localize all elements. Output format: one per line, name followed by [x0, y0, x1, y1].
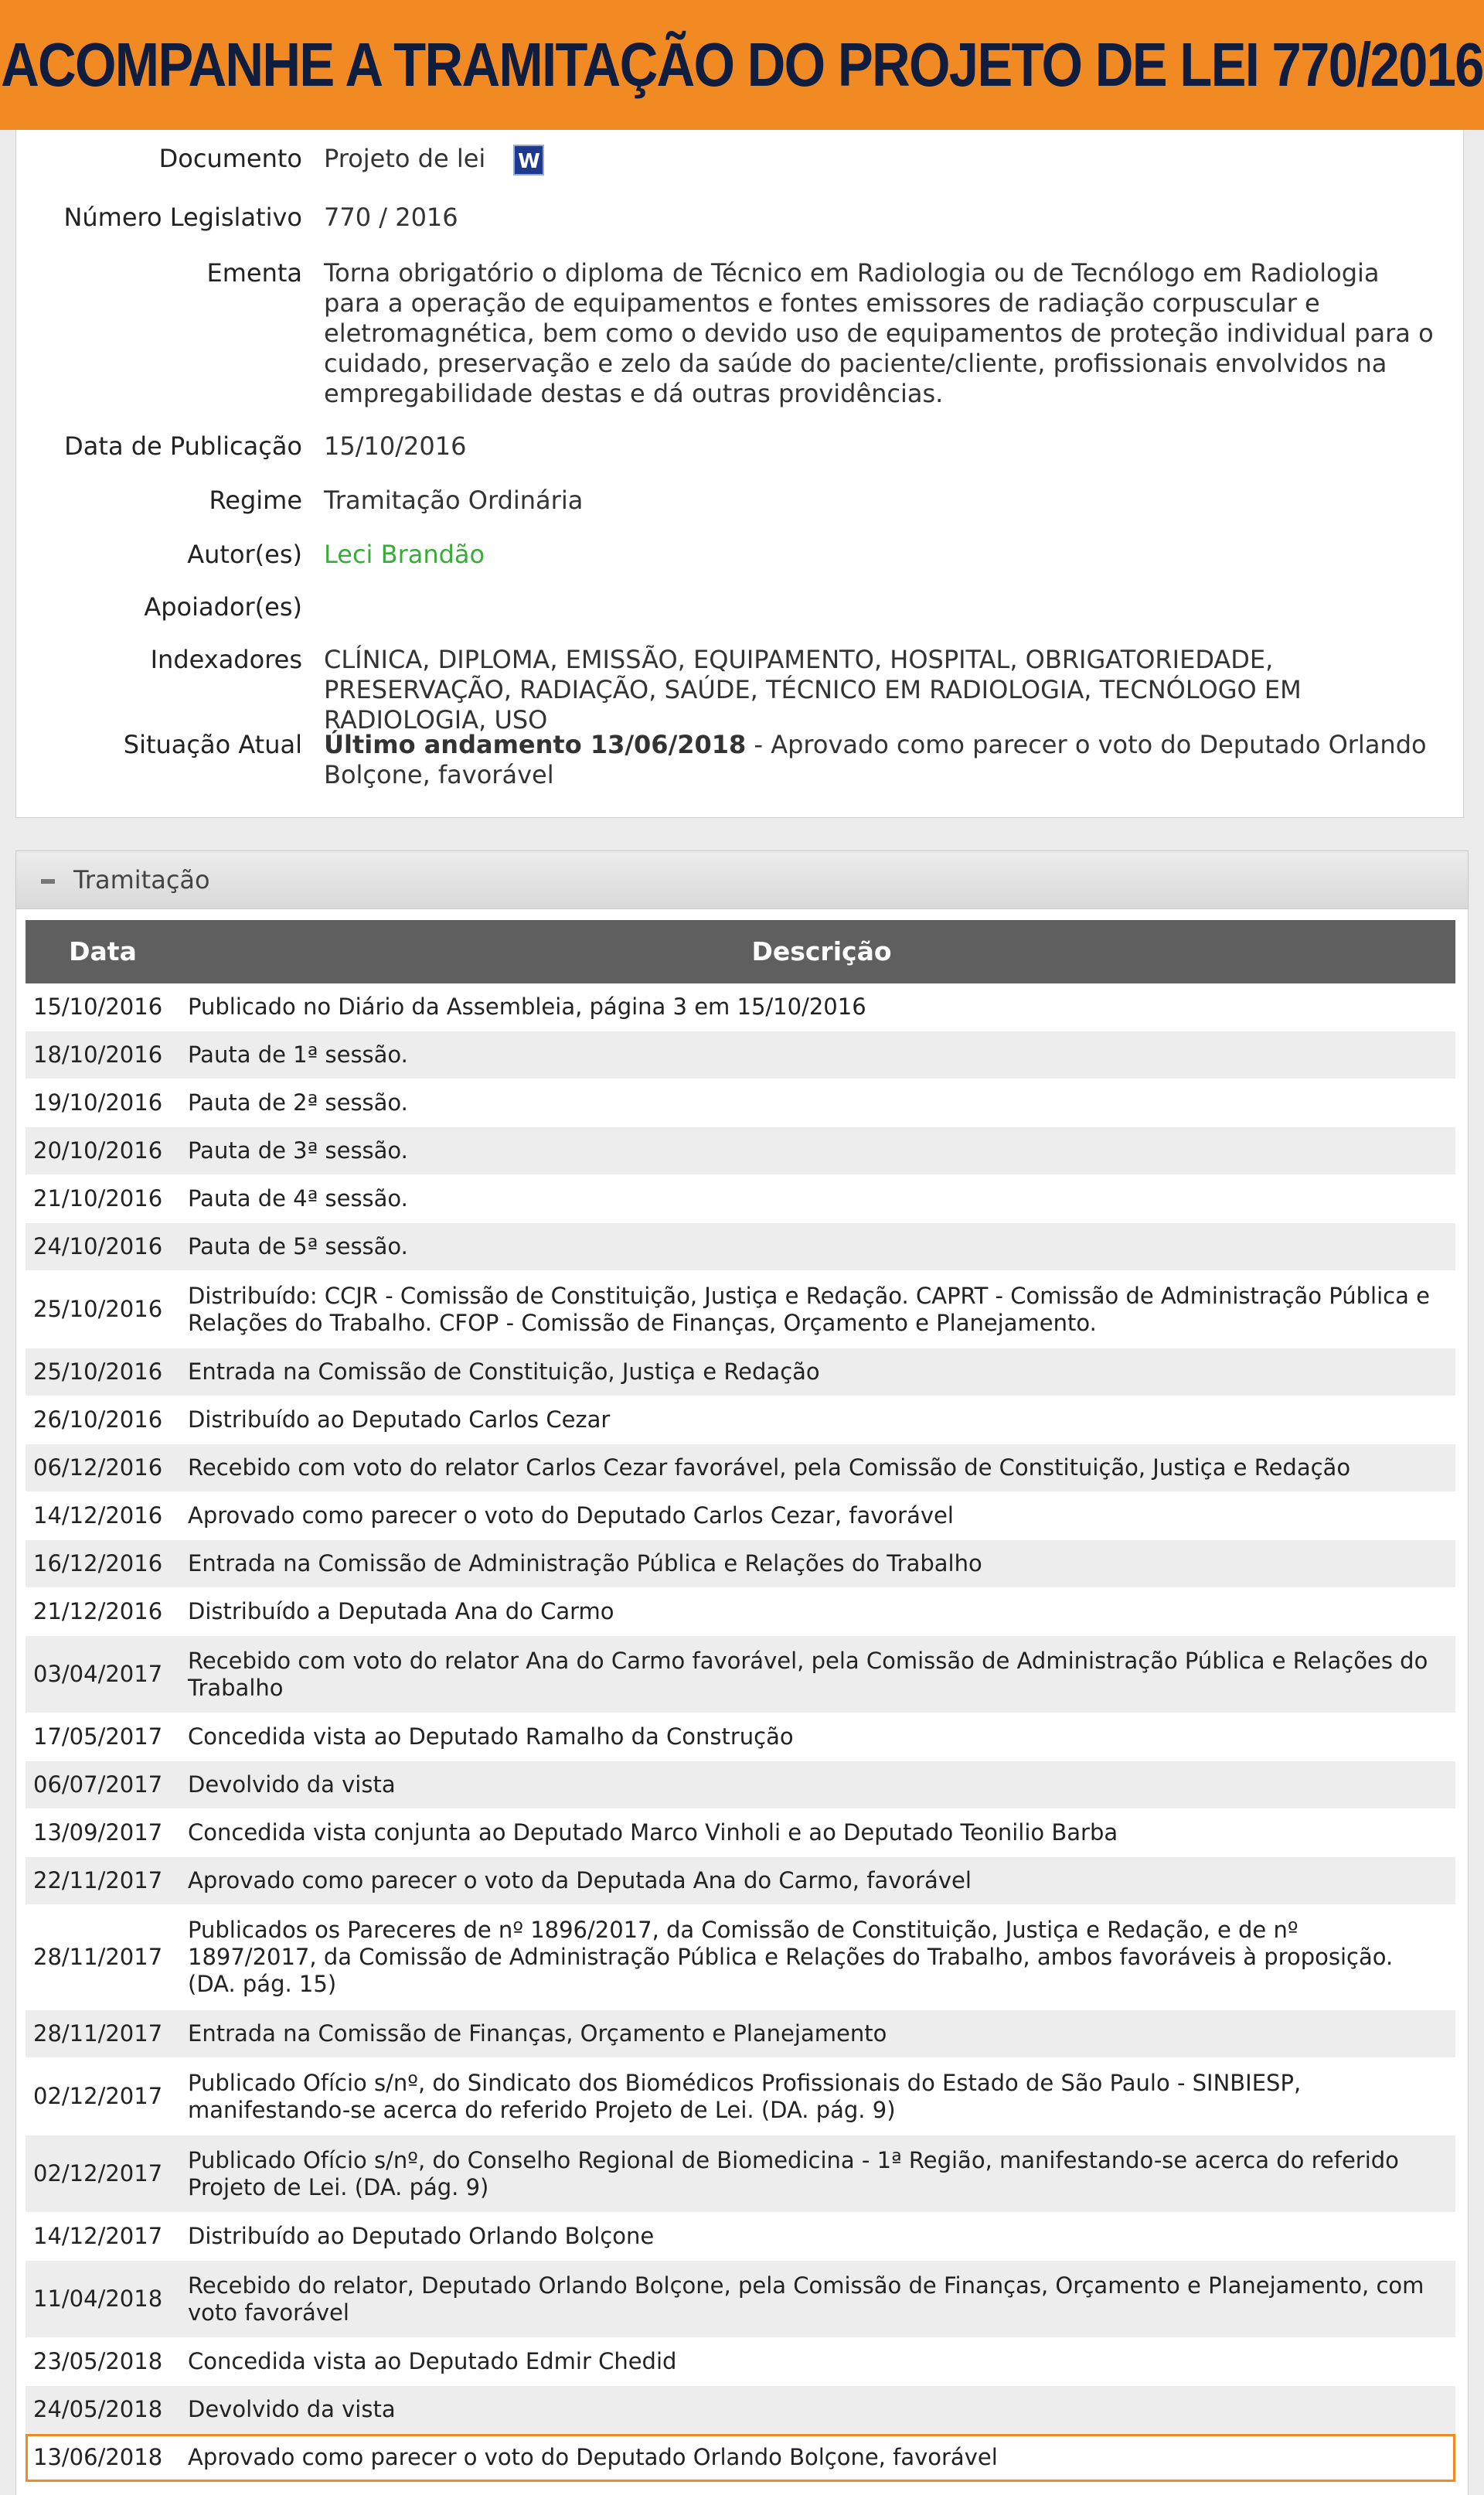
row-description: Concedida vista conjunta ao Deputado Marco Vinholi e ao Deputado Teonilio Barba: [188, 1819, 1118, 1846]
row-description: Publicado Ofício s/nº, do Sindicato dos Biomédicos Profissionais do Estado de São Paulo - SINBIESP, manifestando-se acerca do referido Projeto de Lei. (DA. pág. 9): [188, 2069, 1302, 2123]
project-info-panel: [15, 130, 1464, 818]
row-description: Aprovado como parecer o voto do Deputado Orlando Bolçone, favorável: [188, 2444, 998, 2470]
row-description: Publicados os Pareceres de nº 1896/2017, da Comissão de Constituição, Justiça e Redação, e de nº 1897/2017, da Comissão de Administração Pública e Relações do Trabalho, ambos favoráveis à proposição. (DA. pág. 15): [188, 1917, 1394, 1997]
tramitacao-section-header[interactable]: [15, 850, 1469, 909]
table-row: [26, 1492, 1455, 1540]
row-date: 28/11/2017: [33, 2020, 163, 2047]
autores-label: Autor(es): [187, 540, 302, 569]
tramitacao-table: [15, 909, 1469, 2495]
row-description: Distribuído ao Deputado Carlos Cezar: [188, 1406, 611, 1433]
row-date: 11/04/2018: [33, 2285, 163, 2312]
ementa-value: Torna obrigatório o diploma de Técnico em Radiologia ou de Tecnólogo em Radiologia para a operação de equipamentos e fontes emissores de radiação corpuscular e eletromagnética, bem como o devido uso de equipamentos de proteção individual para o cuidado, preservação e zelo da saúde do paciente/cliente, profissionais envolvidos na empregabilidade destas e dá outras providências.: [324, 258, 1434, 408]
row-date: 21/10/2016: [33, 1185, 163, 1212]
row-date: 19/10/2016: [33, 1089, 163, 1116]
banner-title: ACOMPANHE A TRAMITAÇÃO DO PROJETO DE LEI 770/2016: [1, 30, 1483, 99]
row-description: Entrada na Comissão de Administração Pública e Relações do Trabalho: [188, 1550, 982, 1576]
table-row: [26, 1444, 1455, 1492]
table-row: [26, 2213, 1455, 2261]
row-date: 25/10/2016: [33, 1358, 163, 1385]
table-row: [26, 1031, 1455, 1079]
row-date: 06/07/2017: [33, 1771, 163, 1798]
row-description: Aprovado como parecer o voto do Deputado Carlos Cezar, favorável: [188, 1502, 954, 1529]
row-description: Aprovado como parecer o voto da Deputada Ana do Carmo, favorável: [188, 1867, 972, 1893]
row-date: 13/09/2017: [33, 1819, 163, 1846]
table-row: [26, 2135, 1455, 2213]
table-row: [26, 1761, 1455, 1809]
table-row: [26, 1809, 1455, 1857]
apoiadores-label: Apoiador(es): [144, 592, 302, 622]
table-row: [26, 2434, 1455, 2482]
row-date: 13/06/2018: [33, 2444, 163, 2470]
row-date: 17/05/2017: [33, 1723, 163, 1750]
row-date: 28/11/2017: [33, 1944, 163, 1970]
row-description: Entrada na Comissão de Finanças, Orçamento e Planejamento: [188, 2020, 887, 2047]
table-row: [26, 1588, 1455, 1636]
tramitacao-section-title: Tramitação: [73, 865, 210, 895]
table-row: [26, 2338, 1455, 2386]
table-row: [26, 1396, 1455, 1444]
table-row: [26, 1079, 1455, 1127]
situacao-prefix: Último andamento 13/06/2018: [324, 730, 747, 759]
row-date: 03/04/2017: [33, 1661, 163, 1687]
row-date: 20/10/2016: [33, 1137, 163, 1164]
table-row: [26, 2261, 1455, 2338]
table-row: [26, 1127, 1455, 1175]
row-date: 24/10/2016: [33, 1233, 163, 1259]
row-description: Concedida vista ao Deputado Ramalho da Construção: [188, 1723, 794, 1750]
row-description: Recebido com voto do relator Ana do Carmo favorável, pela Comissão de Administração Pública e Relações do Trabalho: [188, 1647, 1428, 1701]
word-document-icon[interactable]: W: [513, 145, 544, 176]
row-description: Recebido com voto do relator Carlos Cezar favorável, pela Comissão de Constituição, Justiça e Redação: [188, 1454, 1351, 1481]
table-row: [26, 1905, 1455, 2010]
row-description: Distribuído a Deputada Ana do Carmo: [188, 1598, 614, 1624]
table-row: [26, 1540, 1455, 1588]
table-header: [26, 920, 1455, 983]
indexadores-label: Indexadores: [150, 645, 302, 674]
row-description: Entrada na Comissão de Constituição, Justiça e Redação: [188, 1358, 820, 1385]
table-row: [26, 1223, 1455, 1271]
row-date: 25/10/2016: [33, 1296, 163, 1322]
row-date: 24/05/2018: [33, 2396, 163, 2422]
banner: [0, 0, 1484, 130]
row-description: Publicado no Diário da Assembleia, página 3 em 15/10/2016: [188, 994, 866, 1020]
row-date: 21/12/2016: [33, 1598, 163, 1624]
numero-value: 770 / 2016: [324, 203, 458, 232]
row-date: 14/12/2016: [33, 1502, 163, 1529]
situacao-value: - Aprovado como parecer o voto do Deputado Orlando Bolçone, favorável: [324, 730, 1427, 789]
row-description: Publicado Ofício s/nº, do Conselho Regional de Biomedicina - 1ª Região, manifestando-se acerca do referido Projeto de Lei. (DA. pág. 9): [188, 2146, 1399, 2200]
row-description: Devolvido da vista: [188, 1771, 396, 1798]
column-header-descricao[interactable]: Descrição: [751, 936, 892, 966]
table-row: [26, 2010, 1455, 2058]
row-date: 16/12/2016: [33, 1550, 163, 1576]
regime-label: Regime: [209, 486, 302, 515]
situacao-label: Situação Atual: [123, 730, 302, 759]
row-date: 15/10/2016: [33, 994, 163, 1020]
table-row: [26, 1713, 1455, 1761]
numero-label: Número Legislativo: [63, 203, 302, 232]
row-description: Devolvido da vista: [188, 2396, 396, 2422]
documento-label: Documento: [158, 144, 302, 173]
row-date: 14/12/2017: [33, 2223, 163, 2249]
table-row: [26, 1348, 1455, 1396]
row-date: 18/10/2016: [33, 1041, 163, 1068]
data-publicacao-value: 15/10/2016: [324, 431, 467, 461]
data-publicacao-label: Data de Publicação: [64, 431, 302, 461]
row-date: 23/05/2018: [33, 2348, 163, 2374]
row-description: Recebido do relator, Deputado Orlando Bolçone, pela Comissão de Finanças, Orçamento e Planejamento, com voto favorável: [188, 2272, 1424, 2326]
row-date: 06/12/2016: [33, 1454, 163, 1481]
row-description: Pauta de 5ª sessão.: [188, 1233, 408, 1259]
table-row: [26, 1636, 1455, 1713]
author-link[interactable]: Leci Brandão: [324, 540, 485, 569]
documento-value: Projeto de lei: [324, 144, 486, 173]
row-description: Pauta de 4ª sessão.: [188, 1185, 408, 1212]
row-description: Pauta de 1ª sessão.: [188, 1041, 408, 1068]
table-row: [26, 1271, 1455, 1348]
row-description: Concedida vista ao Deputado Edmir Chedid: [188, 2348, 677, 2374]
row-description: Pauta de 2ª sessão.: [188, 1089, 408, 1116]
row-description: Distribuído ao Deputado Orlando Bolçone: [188, 2223, 655, 2249]
table-row: [26, 983, 1455, 1031]
table-row: [26, 2386, 1455, 2434]
row-description: Pauta de 3ª sessão.: [188, 1137, 408, 1164]
documento-value-wrap: [324, 144, 1437, 176]
collapse-minus-icon[interactable]: [41, 879, 55, 884]
ementa-label: Ementa: [206, 258, 302, 288]
situacao-value-wrap: [324, 730, 1437, 790]
row-date: 22/11/2017: [33, 1867, 163, 1893]
row-date: 02/12/2017: [33, 2160, 163, 2187]
row-date: 26/10/2016: [33, 1406, 163, 1433]
table-row: [26, 1175, 1455, 1223]
table-row: [26, 2058, 1455, 2135]
row-description: Distribuído: CCJR - Comissão de Constituição, Justiça e Redação. CAPRT - Comissão de Administração Pública e Relações do Trabalho. CFOP - Comissão de Finanças, Orçamento e Planejamento.: [188, 1282, 1430, 1336]
column-header-data[interactable]: Data: [69, 936, 137, 966]
table-body: [26, 983, 1455, 2482]
regime-value: Tramitação Ordinária: [324, 486, 584, 515]
table-row: [26, 1857, 1455, 1905]
indexadores-value: CLÍNICA, DIPLOMA, EMISSÃO, EQUIPAMENTO, HOSPITAL, OBRIGATORIEDADE, PRESERVAÇÃO, RADIAÇÃO, SAÚDE, TÉCNICO EM RADIOLOGIA, TECNÓLOGO EM RADIOLOGIA, USO: [324, 645, 1302, 735]
row-date: 02/12/2017: [33, 2083, 163, 2109]
